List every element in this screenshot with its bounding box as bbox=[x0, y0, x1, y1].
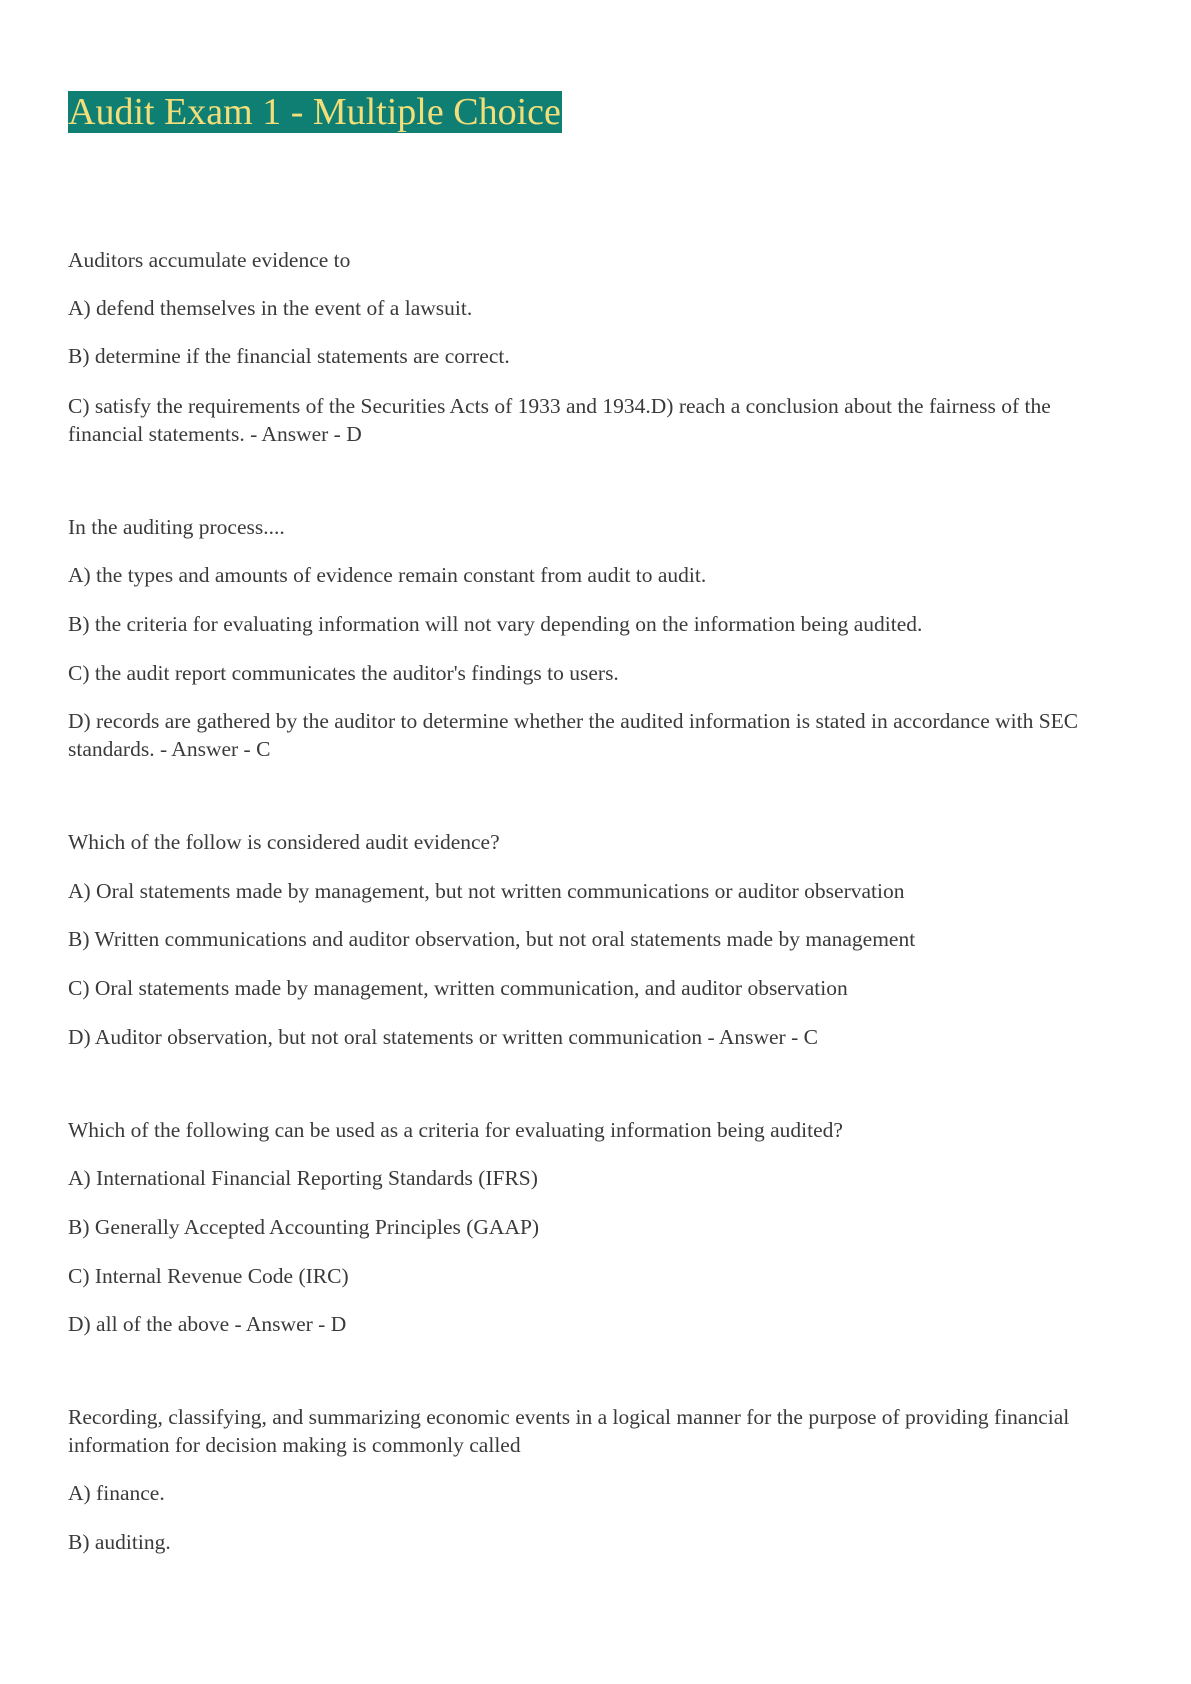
question-3-option-d: D) Auditor observation, but not oral statements or written communication - Answer - C bbox=[68, 1025, 818, 1049]
question-2-option-d: D) records are gathered by the auditor to determine whether the audited information is stated in accordance with SEC standards. - Answer - C bbox=[68, 709, 1079, 761]
question-2-option-c: C) the audit report communicates the auditor's findings to users. bbox=[68, 661, 619, 685]
question-5-prompt: Recording, classifying, and summarizing economic events in a logical manner for the purpose of providing financial information for decision making is commonly called bbox=[68, 1405, 1070, 1457]
question-1-prompt: Auditors accumulate evidence to bbox=[68, 248, 351, 272]
question-5-option-b: B) auditing. bbox=[68, 1530, 171, 1554]
question-3-option-c: C) Oral statements made by management, written communication, and auditor observation bbox=[68, 976, 848, 1000]
question-2-prompt: In the auditing process.... bbox=[68, 515, 285, 539]
question-3-option-a: A) Oral statements made by management, but not written communications or auditor observation bbox=[68, 879, 905, 903]
question-3-option-b: B) Written communications and auditor observation, but not oral statements made by management bbox=[68, 927, 916, 951]
question-1-option-b: B) determine if the financial statements are correct. bbox=[68, 344, 510, 368]
question-4-option-d: D) all of the above - Answer - D bbox=[68, 1312, 347, 1336]
question-1-option-c: C) satisfy the requirements of the Securities Acts of 1933 and 1934.D) reach a conclusion about the fairness of the financial statements. - Answer - D bbox=[68, 394, 1051, 446]
question-4-option-a: A) International Financial Reporting Standards (IFRS) bbox=[68, 1166, 538, 1190]
question-4-prompt: Which of the following can be used as a criteria for evaluating information being audited? bbox=[68, 1118, 843, 1142]
question-2-option-b: B) the criteria for evaluating information will not vary depending on the information being audited. bbox=[68, 612, 923, 636]
question-2-option-a: A) the types and amounts of evidence remain constant from audit to audit. bbox=[68, 563, 707, 587]
question-5-option-a: A) finance. bbox=[68, 1481, 165, 1505]
question-1-option-a: A) defend themselves in the event of a lawsuit. bbox=[68, 296, 473, 320]
question-3-prompt: Which of the follow is considered audit evidence? bbox=[68, 830, 500, 854]
question-4-option-b: B) Generally Accepted Accounting Principles (GAAP) bbox=[68, 1215, 540, 1239]
document-title: Audit Exam 1 - Multiple Choice bbox=[68, 91, 561, 133]
question-4-option-c: C) Internal Revenue Code (IRC) bbox=[68, 1264, 349, 1288]
